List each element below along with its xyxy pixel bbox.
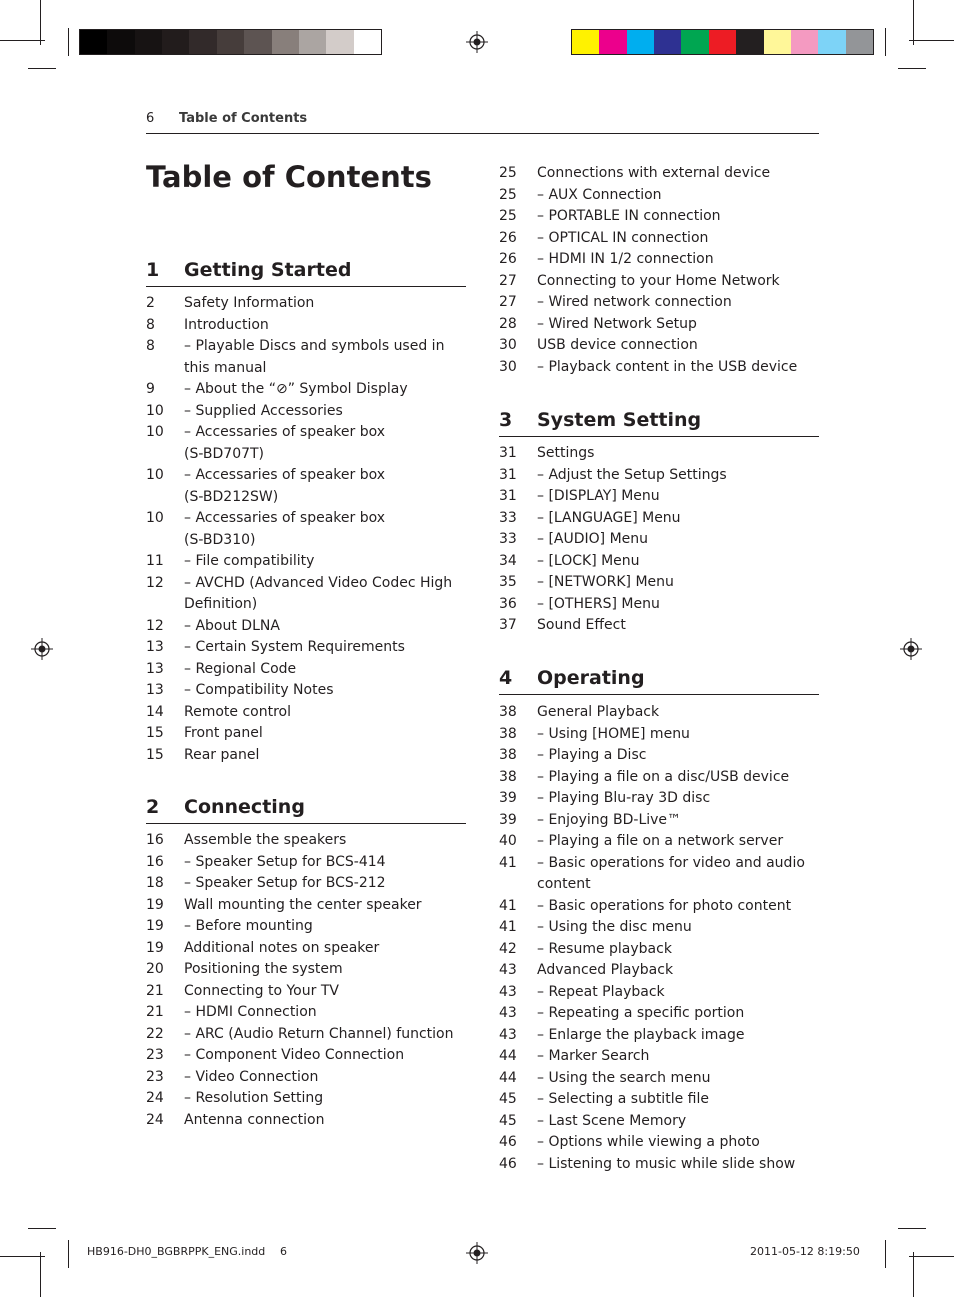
toc-page-number: 31: [499, 466, 517, 483]
toc-entry-text: – Playing a file on a disc/USB device: [537, 768, 790, 785]
toc-page-number: 41: [499, 854, 517, 871]
color-swatch: [107, 30, 134, 54]
toc-page-number: 10: [146, 510, 164, 526]
toc-page-number: 40: [499, 833, 517, 849]
color-swatch: [162, 30, 189, 54]
toc-entry-text: – Speaker Setup for BCS-212: [184, 875, 386, 891]
toc-entry-text: Additional notes on speaker: [184, 939, 380, 956]
toc-entry: [146, 830, 466, 852]
toc-entry: [146, 594, 466, 616]
toc-entry-text: – Component Video Connection: [184, 1047, 405, 1063]
toc-page-number: 24: [146, 1090, 164, 1106]
toc-page-number: 11: [146, 553, 164, 569]
toc-page-number: 27: [499, 272, 517, 289]
toc-entry-text: Front panel: [184, 725, 263, 741]
color-swatch: [80, 30, 107, 54]
toc-page-number: 18: [146, 875, 164, 891]
section-number: 1: [146, 259, 160, 281]
toc-page-number: 31: [499, 445, 517, 461]
toc-entry-text: – Compatibility Notes: [184, 682, 334, 698]
toc-list: [499, 443, 819, 637]
toc-page-number: 25: [499, 208, 517, 224]
toc-entry-text: – Wired network connection: [537, 294, 732, 310]
toc-entry-text: – Last Scene Memory: [537, 1112, 687, 1129]
toc-entry: [499, 917, 819, 939]
toc-page-number: 13: [146, 639, 164, 655]
color-swatch: [354, 30, 381, 54]
toc-entry: [499, 357, 819, 379]
toc-entry: [499, 335, 819, 357]
toc-entry-text: Definition): [184, 596, 258, 612]
toc-page-number: 26: [499, 229, 517, 246]
toc-page-number: 38: [499, 768, 517, 785]
toc-entry: [146, 852, 466, 874]
crop-mark: [909, 1256, 954, 1257]
toc-entry: [499, 939, 819, 961]
toc-entry-text: – PORTABLE IN connection: [537, 208, 721, 224]
toc-page-number: 38: [499, 725, 517, 742]
footer-filename: HB916-DH0_BGBRPPK_ENG.indd: [87, 1245, 266, 1258]
toc-page-number: 33: [499, 531, 517, 547]
toc-entry-text: – Using the search menu: [537, 1069, 711, 1086]
toc-page-number: [146, 594, 184, 616]
toc-entry: [499, 271, 819, 293]
toc-entry: [146, 358, 466, 380]
toc-entry-text: this manual: [184, 359, 267, 376]
toc-entry: [146, 916, 466, 938]
toc-page-number: 12: [146, 574, 164, 591]
toc-entry-text: Wall mounting the center speaker: [184, 896, 422, 913]
color-swatch: [791, 30, 818, 54]
color-swatch: [272, 30, 299, 54]
toc-entry-text: – Using the disc menu: [537, 919, 692, 935]
section-heading-system-setting: [499, 407, 819, 437]
toc-entry-text: – Options while viewing a photo: [537, 1134, 760, 1150]
toc-entry-text: – File compatibility: [184, 553, 315, 569]
toc-entry: [146, 637, 466, 659]
toc-page-number: 42: [499, 940, 517, 957]
toc-entry-text: Positioning the system: [184, 961, 343, 977]
color-swatch: [189, 30, 216, 54]
section-heading-getting-started: [146, 257, 466, 287]
toc-page-number: 10: [146, 424, 164, 440]
crop-mark: [68, 1240, 69, 1268]
toc-entry: [499, 228, 819, 250]
toc-entry-text: Connections with external device: [537, 165, 771, 181]
toc-entry-text: – [AUDIO] Menu: [537, 531, 649, 547]
toc-entry-text: – AUX Connection: [537, 186, 662, 203]
toc-page-number: [146, 358, 184, 380]
toc-entry: [499, 163, 819, 185]
crop-mark: [68, 28, 69, 56]
toc-entry: [499, 572, 819, 594]
toc-page-number: 44: [499, 1048, 517, 1064]
toc-page-number: 28: [499, 315, 517, 332]
color-swatch: [217, 30, 244, 54]
toc-entry: [499, 185, 819, 207]
toc-entry-text: – HDMI Connection: [184, 1004, 317, 1020]
toc-entry-text: – Adjust the Setup Settings: [537, 466, 727, 483]
toc-entry: [146, 1024, 466, 1046]
toc-entry-text: – Resolution Setting: [184, 1090, 324, 1106]
crop-mark: [885, 1240, 886, 1268]
toc-entry-text: (S-BD310): [184, 531, 256, 548]
toc-entry-text: – Repeating a specific portion: [537, 1005, 745, 1021]
registration-mark-icon: [466, 31, 488, 53]
toc-entry: [146, 938, 466, 960]
toc-page-number: 20: [146, 961, 164, 977]
toc-entry-text: – Playing a file on a network server: [537, 833, 784, 849]
toc-entry-text: Connecting to Your TV: [184, 982, 339, 999]
crop-mark: [28, 68, 56, 69]
toc-entry-text: General Playback: [537, 704, 660, 720]
section-number: 4: [499, 667, 513, 689]
section-title: Operating: [537, 667, 645, 689]
toc-entry-text: Remote control: [184, 703, 291, 720]
footer-page: 6: [280, 1245, 287, 1258]
toc-entry-text: – Playable Discs and symbols used in: [184, 338, 445, 354]
toc-entry-text: Connecting to your Home Network: [537, 272, 780, 289]
toc-page-number: 30: [499, 337, 517, 353]
toc-entry-text: – Listening to music while slide show: [537, 1155, 796, 1172]
toc-entry: [146, 551, 466, 573]
toc-entry-text: – [OTHERS] Menu: [537, 595, 660, 612]
toc-entry: [146, 723, 466, 745]
crop-mark: [885, 28, 886, 56]
toc-entry: [146, 573, 466, 595]
color-swatch: [627, 30, 654, 54]
toc-page-number: 46: [499, 1134, 517, 1150]
running-title: Table of Contents: [179, 111, 308, 126]
toc-entry: [146, 745, 466, 767]
toc-entry-text: Introduction: [184, 316, 269, 333]
toc-entry: [146, 444, 466, 466]
toc-page-number: 43: [499, 1005, 517, 1021]
toc-entry-text: Rear panel: [184, 746, 260, 763]
section-number: 3: [499, 409, 513, 431]
color-swatch: [681, 30, 708, 54]
toc-page-number: 44: [499, 1069, 517, 1086]
color-swatch: [599, 30, 626, 54]
toc-entry: [499, 1068, 819, 1090]
toc-page-number: 15: [146, 746, 164, 763]
toc-page-number: 41: [499, 919, 517, 935]
toc-entry-text: – Playback content in the USB device: [537, 358, 798, 375]
running-header: [146, 109, 819, 134]
toc-page-number: 22: [146, 1025, 164, 1042]
toc-page-number: 45: [499, 1091, 517, 1107]
toc-entry: [146, 508, 466, 530]
toc-entry: [146, 422, 466, 444]
toc-entry: [146, 1067, 466, 1089]
toc-entry: [146, 959, 466, 981]
toc-entry-text: – Certain System Requirements: [184, 639, 405, 655]
toc-entry: [146, 1045, 466, 1067]
toc-entry-text: – [LANGUAGE] Menu: [537, 509, 681, 526]
toc-page-number: 27: [499, 294, 517, 310]
toc-page-number: 46: [499, 1155, 517, 1172]
toc-entry-text: – Selecting a subtitle file: [537, 1091, 709, 1107]
toc-page-number: 10: [146, 402, 164, 419]
toc-entry: [499, 1111, 819, 1133]
toc-entry: [499, 810, 819, 832]
toc-entry-text: Antenna connection: [184, 1111, 325, 1128]
toc-page-number: 19: [146, 939, 164, 956]
toc-entry: [499, 486, 819, 508]
toc-entry-text: Safety Information: [184, 295, 315, 311]
toc-page-number: 10: [146, 467, 164, 483]
toc-entry-text: Advanced Playback: [537, 962, 674, 978]
color-swatch: [572, 30, 599, 54]
toc-page-number: 37: [499, 617, 517, 633]
toc-entry: [499, 551, 819, 573]
toc-page-number: 30: [499, 358, 517, 375]
crop-mark: [40, 0, 41, 45]
toc-entry: [499, 314, 819, 336]
toc-list: [499, 702, 819, 1175]
toc-page-number: 39: [499, 811, 517, 828]
registration-mark-icon: [31, 638, 53, 660]
toc-page-number: [146, 487, 184, 509]
toc-entry: [499, 1089, 819, 1111]
toc-entry-text: – Playing Blu-ray 3D disc: [537, 790, 711, 806]
toc-page-number: 23: [146, 1068, 164, 1085]
toc-page-number: 43: [499, 962, 517, 978]
toc-page-number: 43: [499, 1026, 517, 1043]
section-title: Getting Started: [184, 259, 352, 281]
toc-entry-text: – [LOCK] Menu: [537, 552, 640, 569]
color-swatch: [299, 30, 326, 54]
toc-page-number: 43: [499, 983, 517, 1000]
crop-mark: [898, 68, 926, 69]
page-number: 6: [146, 111, 155, 126]
toc-page-number: 21: [146, 982, 164, 999]
crop-mark: [0, 1256, 45, 1257]
toc-entry: [146, 530, 466, 552]
toc-page-number: 19: [146, 896, 164, 913]
toc-page-number: 8: [146, 316, 155, 333]
toc-entry: [146, 981, 466, 1003]
color-swatch-bar: [571, 29, 874, 55]
color-swatch: [244, 30, 271, 54]
toc-entry: [146, 680, 466, 702]
toc-entry-text: – Wired Network Setup: [537, 315, 697, 332]
toc-page-number: 24: [146, 1111, 164, 1128]
toc-entry: [499, 1154, 819, 1176]
footer-timestamp: 2011-05-12 8:19:50: [750, 1245, 860, 1258]
toc-entry-text: – Basic operations for video and audio: [537, 854, 805, 871]
toc-entry: [499, 896, 819, 918]
toc-entry: [499, 1025, 819, 1047]
toc-entry-text: – Accessaries of speaker box: [184, 510, 386, 526]
toc-entry-text: – About DLNA: [184, 617, 280, 634]
toc-entry: [146, 336, 466, 358]
toc-page-number: 31: [499, 488, 517, 504]
toc-entry: [146, 487, 466, 509]
toc-entry: [499, 724, 819, 746]
toc-entry-text: USB device connection: [537, 337, 698, 353]
toc-entry: [499, 874, 819, 896]
toc-entry-text: – HDMI IN 1/2 connection: [537, 251, 714, 267]
toc-entry-text: – Using [HOME] menu: [537, 725, 690, 742]
toc-page-number: 26: [499, 251, 517, 267]
toc-entry: [499, 615, 819, 637]
toc-entry: [499, 1132, 819, 1154]
toc-entry: [146, 616, 466, 638]
toc-entry-text: (S-BD707T): [184, 445, 265, 462]
section-heading-operating: [499, 665, 819, 695]
toc-entry-text: – Video Connection: [184, 1068, 319, 1085]
toc-entry: [499, 853, 819, 875]
toc-entry-text: – Speaker Setup for BCS-414: [184, 853, 386, 870]
toc-entry-text: Settings: [537, 445, 595, 461]
toc-entry: [499, 443, 819, 465]
section-heading-connecting: [146, 794, 466, 824]
toc-page-number: 12: [146, 617, 164, 634]
toc-page-number: 45: [499, 1112, 517, 1129]
toc-page-number: 36: [499, 595, 517, 612]
color-swatch: [709, 30, 736, 54]
toc-page-number: 13: [146, 660, 164, 677]
toc-page-number: 25: [499, 165, 517, 181]
crop-mark: [909, 40, 954, 41]
toc-page-number: 16: [146, 832, 164, 848]
toc-page-number: 38: [499, 747, 517, 763]
toc-entry-text: – Supplied Accessories: [184, 402, 343, 419]
toc-page-number: 9: [146, 381, 155, 397]
toc-list: [146, 830, 466, 1131]
toc-entry-text: – Accessaries of speaker box: [184, 467, 386, 483]
toc-entry-text: – [NETWORK] Menu: [537, 574, 674, 590]
toc-entry: [499, 594, 819, 616]
toc-entry-text: – Repeat Playback: [537, 983, 665, 1000]
toc-entry-text: – [DISPLAY] Menu: [537, 488, 660, 504]
toc-entry: [499, 767, 819, 789]
gray-swatch-bar: [79, 29, 382, 55]
toc-entry: [499, 1003, 819, 1025]
toc-entry: [146, 895, 466, 917]
toc-page-number: 16: [146, 853, 164, 870]
toc-entry: [499, 292, 819, 314]
section-number: 2: [146, 796, 160, 818]
registration-mark-icon: [900, 638, 922, 660]
toc-entry-text: – Playing a Disc: [537, 747, 647, 763]
toc-entry-text: – Enjoying BD-Live™: [537, 811, 682, 828]
toc-entry: [146, 293, 466, 315]
toc-page-number: 35: [499, 574, 517, 590]
toc-entry: [499, 831, 819, 853]
toc-entry-text: Assemble the speakers: [184, 832, 347, 848]
toc-entry: [146, 1002, 466, 1024]
toc-page-number: 21: [146, 1004, 164, 1020]
toc-entry: [499, 788, 819, 810]
toc-page-number: 19: [146, 918, 164, 934]
toc-page-number: 38: [499, 704, 517, 720]
toc-page-number: 34: [499, 552, 517, 569]
color-swatch: [654, 30, 681, 54]
toc-entry-text: – Enlarge the playback image: [537, 1026, 745, 1043]
color-swatch: [135, 30, 162, 54]
toc-page-number: 14: [146, 703, 164, 720]
toc-page-number: 2: [146, 295, 155, 311]
toc-entry: [146, 702, 466, 724]
toc-entry: [499, 1046, 819, 1068]
toc-page-number: 15: [146, 725, 164, 741]
toc-entry-text: – ARC (Audio Return Channel) function: [184, 1025, 454, 1042]
toc-entry: [146, 315, 466, 337]
crop-mark: [28, 1228, 56, 1229]
toc-entry: [499, 508, 819, 530]
color-swatch: [846, 30, 873, 54]
toc-entry-text: – Marker Search: [537, 1048, 650, 1064]
crop-mark: [40, 1252, 41, 1297]
toc-entry-text: – Resume playback: [537, 940, 672, 957]
toc-entry: [146, 1110, 466, 1132]
toc-page-number: 33: [499, 509, 517, 526]
toc-entry-text: Sound Effect: [537, 617, 626, 633]
toc-list: [146, 293, 466, 766]
section-title: System Setting: [537, 409, 702, 431]
toc-entry-text: – Before mounting: [184, 918, 313, 934]
toc-entry: [499, 960, 819, 982]
toc-entry: [146, 401, 466, 423]
toc-entry: [146, 659, 466, 681]
color-swatch: [736, 30, 763, 54]
crop-mark: [898, 1228, 926, 1229]
toc-page-number: 39: [499, 790, 517, 806]
color-swatch: [818, 30, 845, 54]
toc-entry: [499, 249, 819, 271]
toc-entry: [146, 379, 466, 401]
color-swatch: [764, 30, 791, 54]
color-swatch: [326, 30, 353, 54]
toc-entry: [146, 1088, 466, 1110]
toc-entry-text: – AVCHD (Advanced Video Codec High: [184, 574, 453, 591]
toc-entry-text: – Basic operations for photo content: [537, 897, 792, 914]
toc-entry: [499, 529, 819, 551]
toc-entry: [499, 206, 819, 228]
toc-entry-text: – OPTICAL IN connection: [537, 229, 709, 246]
toc-page-number: 13: [146, 682, 164, 698]
toc-page-number: [146, 530, 184, 552]
toc-entry-text: content: [537, 876, 591, 892]
toc-entry: [146, 873, 466, 895]
toc-page-number: 25: [499, 186, 517, 203]
toc-entry-text: (S-BD212SW): [184, 488, 279, 505]
crop-mark: [913, 1252, 914, 1297]
toc-entry: [499, 745, 819, 767]
toc-entry-text: – Accessaries of speaker box: [184, 424, 386, 440]
toc-list: [499, 163, 819, 378]
toc-page-number: [146, 444, 184, 466]
toc-entry: [146, 465, 466, 487]
registration-mark-icon: [466, 1242, 488, 1264]
toc-entry-text: – About the “⊘” Symbol Display: [184, 381, 408, 397]
section-title: Connecting: [184, 796, 305, 818]
toc-entry: [499, 982, 819, 1004]
toc-page-number: 8: [146, 338, 155, 354]
toc-page-number: 41: [499, 897, 517, 914]
toc-entry: [499, 465, 819, 487]
toc-page-number: [499, 874, 537, 896]
toc-entry-text: – Regional Code: [184, 660, 297, 677]
page-title: Table of Contents: [146, 160, 432, 194]
toc-entry: [499, 702, 819, 724]
crop-mark: [0, 40, 45, 41]
crop-mark: [913, 0, 914, 45]
toc-page-number: 23: [146, 1047, 164, 1063]
